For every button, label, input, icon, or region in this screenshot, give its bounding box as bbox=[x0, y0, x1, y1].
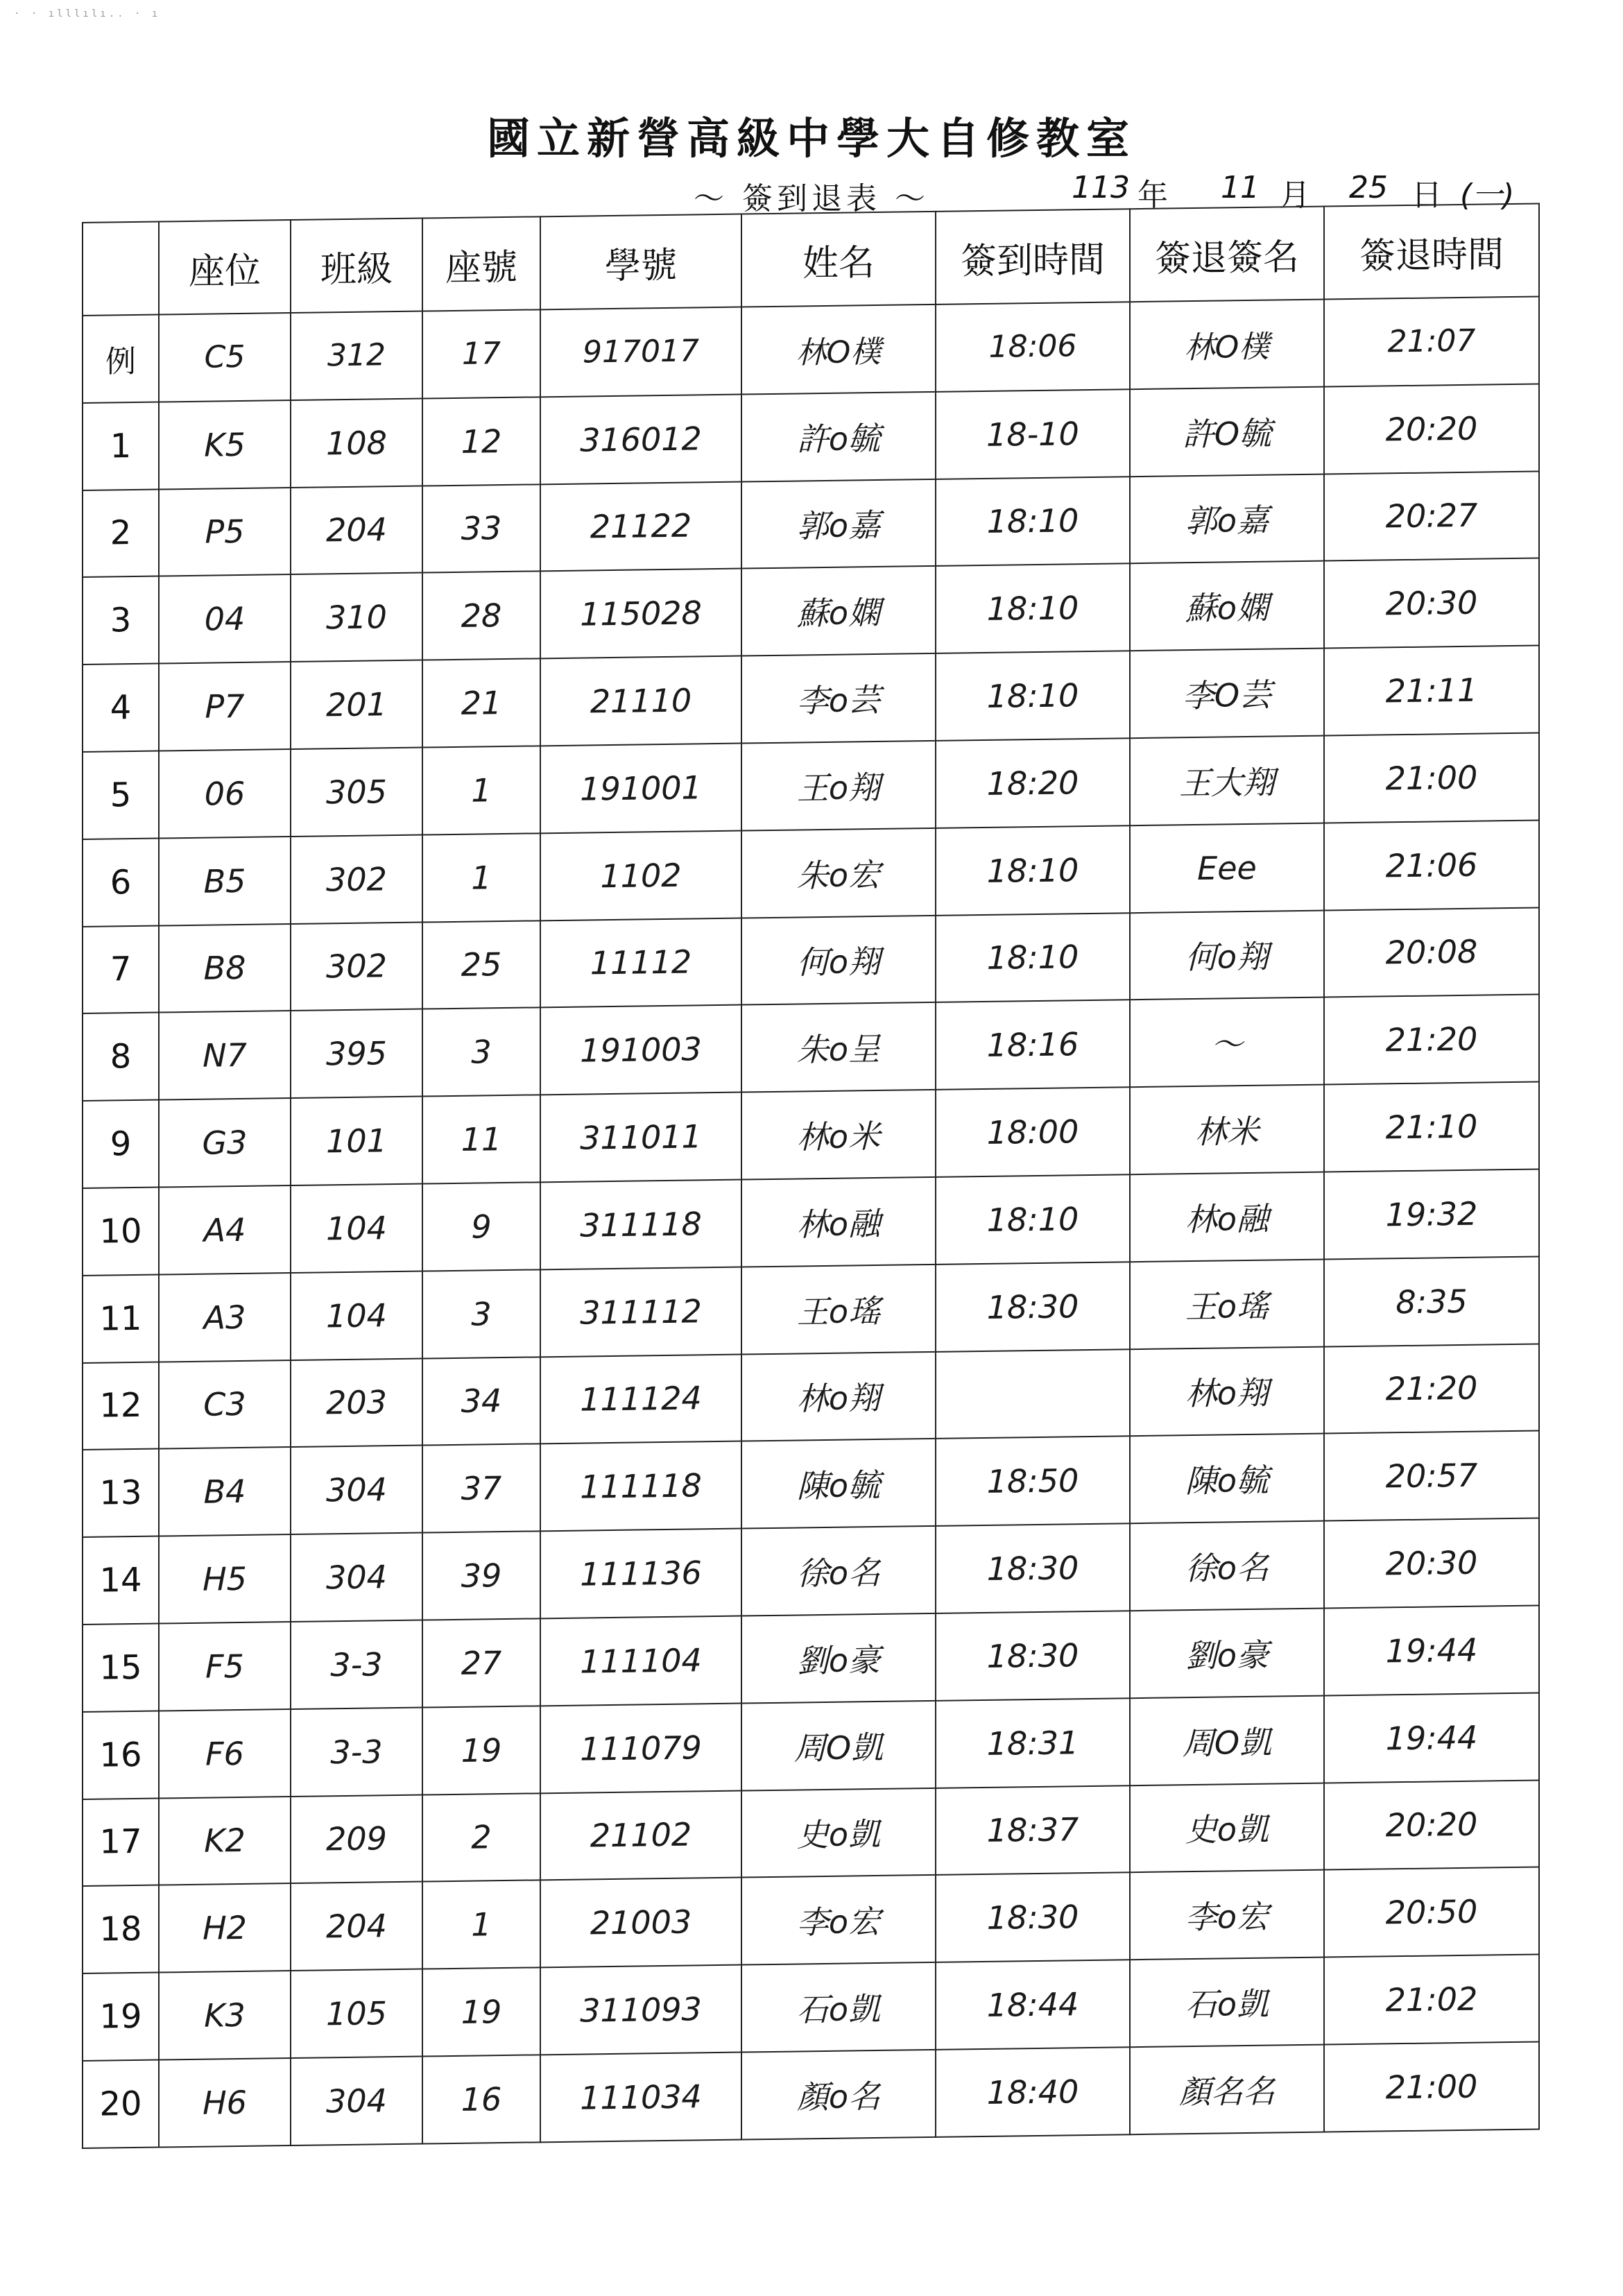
cell-student-id: 917017 bbox=[540, 307, 741, 397]
cell-seat: B5 bbox=[159, 837, 291, 925]
cell-student-id: 111136 bbox=[540, 1529, 741, 1619]
date-weekday: (一) bbox=[1460, 178, 1515, 213]
cell-seat: G3 bbox=[159, 1098, 291, 1187]
cell-seat-number: 25 bbox=[422, 920, 540, 1009]
cell-seat-number: 11 bbox=[422, 1095, 540, 1184]
cell-seat-number: 28 bbox=[422, 572, 540, 660]
cell-seat: C3 bbox=[159, 1360, 291, 1449]
cell-sign-out-time: 20:57 bbox=[1324, 1431, 1539, 1521]
cell-student-id: 311093 bbox=[540, 1965, 741, 2055]
cell-seat: F5 bbox=[159, 1622, 291, 1711]
cell-name: 王o瑤 bbox=[741, 1265, 936, 1354]
cell-sign-out-time: 20:20 bbox=[1324, 384, 1539, 474]
row-index: 1 bbox=[83, 402, 159, 490]
cell-student-id: 111104 bbox=[540, 1616, 741, 1706]
cell-sign-in-time: 18:31 bbox=[936, 1698, 1130, 1788]
cell-name: 石o凱 bbox=[741, 1962, 936, 2052]
cell-sign-out-time: 21:06 bbox=[1324, 820, 1539, 910]
cell-class: 101 bbox=[291, 1097, 422, 1185]
cell-sign-out-signature: 許O毓 bbox=[1130, 386, 1324, 476]
cell-sign-out-time: 21:20 bbox=[1324, 1344, 1539, 1434]
cell-sign-in-time: 18:06 bbox=[936, 302, 1130, 391]
cell-student-id: 111079 bbox=[540, 1703, 741, 1793]
cell-sign-out-signature: 石o凱 bbox=[1130, 1957, 1324, 2047]
cell-seat: 04 bbox=[159, 574, 291, 663]
cell-name: 林O樸 bbox=[741, 305, 936, 394]
cell-sign-in-time: 18:30 bbox=[936, 1262, 1130, 1351]
cell-seat-number: 21 bbox=[422, 659, 540, 748]
cell-student-id: 316012 bbox=[540, 394, 741, 484]
cell-class: 105 bbox=[291, 1969, 422, 2058]
row-index: 例 bbox=[83, 315, 159, 403]
cell-seat-number: 12 bbox=[422, 397, 540, 486]
cell-name: 林o米 bbox=[741, 1090, 936, 1179]
row-index: 17 bbox=[83, 1798, 159, 1886]
cell-sign-in-time: 18:10 bbox=[936, 1174, 1130, 1264]
row-index: 14 bbox=[83, 1536, 159, 1625]
cell-class: 104 bbox=[291, 1184, 422, 1273]
cell-sign-out-signature: 何o翔 bbox=[1130, 910, 1324, 1000]
cell-sign-out-signature: 蘇o嫻 bbox=[1130, 561, 1324, 651]
cell-name: 朱o宏 bbox=[741, 828, 936, 918]
scan-artifact: · · ılllılı.. · ı bbox=[14, 8, 161, 19]
cell-seat-number: 3 bbox=[422, 1269, 540, 1358]
cell-class: 3-3 bbox=[291, 1707, 422, 1796]
cell-seat-number: 33 bbox=[422, 484, 540, 573]
cell-seat-number: 2 bbox=[422, 1793, 540, 1882]
cell-seat: P7 bbox=[159, 662, 291, 751]
cell-sign-in-time: 18:30 bbox=[936, 1611, 1130, 1700]
row-index: 8 bbox=[83, 1013, 159, 1101]
cell-sign-in-time: 18:37 bbox=[936, 1785, 1130, 1875]
row-index: 2 bbox=[83, 489, 159, 577]
cell-seat: F6 bbox=[159, 1709, 291, 1798]
date-month-label: 月 bbox=[1280, 178, 1310, 213]
cell-seat: H6 bbox=[159, 2058, 291, 2148]
cell-sign-out-time: 20:20 bbox=[1324, 1780, 1539, 1870]
cell-name: 朱o呈 bbox=[741, 1002, 936, 1092]
row-index: 7 bbox=[83, 925, 159, 1013]
cell-class: 395 bbox=[291, 1009, 422, 1098]
cell-seat-number: 1 bbox=[422, 833, 540, 922]
cell-sign-out-signature: Eee bbox=[1130, 823, 1324, 912]
cell-seat: H2 bbox=[159, 1883, 291, 1972]
cell-class: 108 bbox=[291, 398, 422, 487]
cell-seat-number: 39 bbox=[422, 1532, 540, 1620]
cell-sign-in-time: 18:10 bbox=[936, 825, 1130, 915]
cell-seat: 06 bbox=[159, 749, 291, 838]
cell-sign-out-signature: 林o融 bbox=[1130, 1172, 1324, 1262]
cell-name: 郭o嘉 bbox=[741, 479, 936, 568]
cell-student-id: 21110 bbox=[540, 656, 741, 746]
cell-student-id: 111118 bbox=[540, 1441, 741, 1532]
cell-sign-out-signature: 李O芸 bbox=[1130, 649, 1324, 738]
cell-class: 302 bbox=[291, 922, 422, 1011]
row-index: 18 bbox=[83, 1885, 159, 1973]
cell-sign-out-signature: 劉o豪 bbox=[1130, 1609, 1324, 1698]
header-class: 班級 bbox=[291, 219, 422, 313]
cell-student-id: 191003 bbox=[540, 1005, 741, 1095]
cell-sign-in-time: 18:10 bbox=[936, 477, 1130, 566]
table-body bbox=[83, 296, 1539, 2148]
cell-student-id: 191001 bbox=[540, 744, 741, 834]
date-year-value: 113 bbox=[1072, 170, 1130, 205]
cell-sign-out-signature: 王大翔 bbox=[1130, 736, 1324, 825]
cell-sign-out-time: 20:30 bbox=[1324, 558, 1539, 649]
cell-sign-in-time: 18:20 bbox=[936, 738, 1130, 828]
cell-sign-out-time: 21:20 bbox=[1324, 995, 1539, 1085]
cell-name: 林o融 bbox=[741, 1177, 936, 1267]
cell-sign-out-signature: 顏名名 bbox=[1130, 2044, 1324, 2134]
cell-seat: C5 bbox=[159, 313, 291, 402]
cell-student-id: 115028 bbox=[540, 569, 741, 659]
cell-seat-number: 34 bbox=[422, 1357, 540, 1446]
cell-sign-in-time: 18:30 bbox=[936, 1523, 1130, 1613]
cell-sign-out-signature: 陳o毓 bbox=[1130, 1434, 1324, 1523]
cell-sign-in-time: 18:44 bbox=[936, 1960, 1130, 2049]
cell-class: 302 bbox=[291, 834, 422, 923]
cell-sign-out-time: 19:44 bbox=[1324, 1605, 1539, 1695]
cell-seat-number: 16 bbox=[422, 2055, 540, 2143]
cell-name: 林o翔 bbox=[741, 1351, 936, 1441]
cell-seat: B4 bbox=[159, 1447, 291, 1536]
cell-sign-out-time: 21:00 bbox=[1324, 2041, 1539, 2132]
cell-class: 203 bbox=[291, 1358, 422, 1447]
header-seat-number: 座號 bbox=[422, 216, 540, 311]
cell-sign-out-time: 21:07 bbox=[1324, 296, 1539, 386]
cell-name: 顏o名 bbox=[741, 2050, 936, 2140]
date-month-value: 11 bbox=[1221, 170, 1260, 205]
cell-sign-in-time: 18:30 bbox=[936, 1873, 1130, 1962]
date-year-label: 年 bbox=[1137, 178, 1168, 213]
cell-seat-number: 3 bbox=[422, 1008, 540, 1097]
cell-sign-out-time: 19:44 bbox=[1324, 1693, 1539, 1783]
cell-seat-number: 17 bbox=[422, 309, 540, 398]
cell-sign-out-time: 20:27 bbox=[1324, 471, 1539, 561]
cell-class: 204 bbox=[291, 1882, 422, 1971]
cell-sign-in-time: 18:10 bbox=[936, 651, 1130, 740]
date-day-label: 日 bbox=[1411, 178, 1442, 213]
cell-seat: A3 bbox=[159, 1273, 291, 1362]
cell-seat: K5 bbox=[159, 400, 291, 489]
cell-name: 李o宏 bbox=[741, 1875, 936, 1964]
cell-sign-in-time: 18:50 bbox=[936, 1437, 1130, 1526]
cell-sign-in-time: 18-10 bbox=[936, 389, 1130, 479]
cell-sign-in-time: 18:16 bbox=[936, 1000, 1130, 1090]
cell-class: 310 bbox=[291, 573, 422, 662]
cell-seat-number: 1 bbox=[422, 746, 540, 834]
row-index: 4 bbox=[83, 664, 159, 752]
date-day-value: 25 bbox=[1349, 170, 1388, 205]
cell-sign-in-time bbox=[936, 1349, 1130, 1439]
cell-sign-out-time: 21:10 bbox=[1324, 1082, 1539, 1172]
cell-sign-out-signature: 林o翔 bbox=[1130, 1346, 1324, 1436]
row-index: 11 bbox=[83, 1274, 159, 1362]
row-index: 5 bbox=[83, 751, 159, 839]
cell-name: 周O凱 bbox=[741, 1701, 936, 1790]
cell-seat: K2 bbox=[159, 1797, 291, 1885]
cell-seat: B8 bbox=[159, 924, 291, 1013]
cell-class: 304 bbox=[291, 1446, 422, 1534]
cell-sign-out-signature: ～ bbox=[1130, 997, 1324, 1087]
cell-sign-out-signature: 王o瑤 bbox=[1130, 1259, 1324, 1348]
cell-sign-out-signature: 林O樸 bbox=[1130, 300, 1324, 389]
cell-sign-out-signature: 史o凱 bbox=[1130, 1783, 1324, 1872]
cell-class: 204 bbox=[291, 486, 422, 574]
cell-seat-number: 37 bbox=[422, 1444, 540, 1533]
row-index: 20 bbox=[83, 2059, 159, 2148]
cell-class: 209 bbox=[291, 1794, 422, 1883]
header-index bbox=[83, 222, 159, 316]
cell-seat: K3 bbox=[159, 1971, 291, 2059]
row-index: 13 bbox=[83, 1449, 159, 1537]
cell-sign-out-signature: 林米 bbox=[1130, 1085, 1324, 1174]
cell-seat: H5 bbox=[159, 1534, 291, 1623]
cell-name: 蘇o嫻 bbox=[741, 566, 936, 656]
cell-sign-in-time: 18:00 bbox=[936, 1087, 1130, 1176]
cell-sign-out-time: 21:02 bbox=[1324, 1955, 1539, 2045]
header-student-id: 學號 bbox=[540, 214, 741, 310]
cell-class: 201 bbox=[291, 660, 422, 749]
cell-name: 王o翔 bbox=[741, 741, 936, 830]
row-index: 3 bbox=[83, 576, 159, 665]
header-name: 姓名 bbox=[741, 212, 936, 307]
cell-sign-in-time: 18:10 bbox=[936, 913, 1130, 1002]
cell-sign-out-time: 21:11 bbox=[1324, 646, 1539, 736]
row-index: 10 bbox=[83, 1188, 159, 1276]
cell-sign-out-signature: 徐o名 bbox=[1130, 1521, 1324, 1611]
cell-name: 史o凱 bbox=[741, 1788, 936, 1877]
cell-sign-out-time: 20:30 bbox=[1324, 1518, 1539, 1609]
cell-name: 李o芸 bbox=[741, 653, 936, 743]
cell-class: 3-3 bbox=[291, 1620, 422, 1709]
cell-sign-out-time: 21:00 bbox=[1324, 733, 1539, 823]
cell-sign-in-time: 18:40 bbox=[936, 2047, 1130, 2137]
cell-student-id: 11112 bbox=[540, 918, 741, 1008]
cell-seat-number: 27 bbox=[422, 1618, 540, 1707]
cell-seat-number: 19 bbox=[422, 1967, 540, 2056]
cell-sign-out-time: 8:35 bbox=[1324, 1256, 1539, 1346]
row-index: 16 bbox=[83, 1711, 159, 1799]
cell-student-id: 311112 bbox=[540, 1267, 741, 1357]
cell-sign-out-time: 20:50 bbox=[1324, 1867, 1539, 1957]
cell-sign-in-time: 18:10 bbox=[936, 564, 1130, 653]
header-seat: 座位 bbox=[159, 220, 291, 314]
cell-seat: N7 bbox=[159, 1011, 291, 1099]
cell-seat-number: 9 bbox=[422, 1182, 540, 1271]
cell-student-id: 21102 bbox=[540, 1790, 741, 1881]
row-index: 15 bbox=[83, 1624, 159, 1712]
cell-student-id: 21122 bbox=[540, 481, 741, 572]
cell-class: 312 bbox=[291, 311, 422, 400]
header-sign-in-time: 簽到時間 bbox=[936, 209, 1130, 305]
sign-in-sheet bbox=[82, 203, 1538, 2149]
cell-name: 許o毓 bbox=[741, 392, 936, 481]
cell-student-id: 1102 bbox=[540, 830, 741, 920]
cell-sign-out-signature: 周O凱 bbox=[1130, 1695, 1324, 1785]
cell-seat: P5 bbox=[159, 488, 291, 576]
cell-name: 陳o毓 bbox=[741, 1439, 936, 1528]
cell-student-id: 21003 bbox=[540, 1878, 741, 1968]
cell-seat: A4 bbox=[159, 1185, 291, 1274]
cell-name: 徐o名 bbox=[741, 1526, 936, 1616]
table-row bbox=[83, 2041, 1539, 2148]
cell-student-id: 111124 bbox=[540, 1354, 741, 1444]
page-title: 國立新營高級中學大自修教室 bbox=[486, 113, 1136, 164]
page-subtitle: ～ 簽到退表 ～ bbox=[694, 181, 929, 216]
cell-sign-out-signature: 郭o嘉 bbox=[1130, 474, 1324, 563]
cell-seat-number: 19 bbox=[422, 1706, 540, 1794]
row-index: 6 bbox=[83, 838, 159, 926]
cell-student-id: 311011 bbox=[540, 1093, 741, 1183]
cell-name: 何o翔 bbox=[741, 915, 936, 1004]
header-sign-out-time: 簽退時間 bbox=[1324, 203, 1539, 299]
cell-sign-out-signature: 李o宏 bbox=[1130, 1870, 1324, 1960]
cell-name: 劉o豪 bbox=[741, 1613, 936, 1703]
cell-class: 305 bbox=[291, 748, 422, 837]
cell-sign-out-time: 19:32 bbox=[1324, 1169, 1539, 1259]
row-index: 9 bbox=[83, 1100, 159, 1188]
sign-in-table bbox=[82, 203, 1540, 2149]
cell-class: 304 bbox=[291, 1533, 422, 1622]
cell-student-id: 311118 bbox=[540, 1180, 741, 1270]
cell-student-id: 111034 bbox=[540, 2052, 741, 2142]
cell-seat-number: 1 bbox=[422, 1881, 540, 1969]
header-sign-out-signature: 簽退簽名 bbox=[1130, 207, 1324, 302]
row-index: 12 bbox=[83, 1362, 159, 1450]
cell-sign-out-time: 20:08 bbox=[1324, 907, 1539, 997]
row-index: 19 bbox=[83, 1973, 159, 2061]
cell-class: 304 bbox=[291, 2057, 422, 2146]
cell-class: 104 bbox=[291, 1271, 422, 1360]
